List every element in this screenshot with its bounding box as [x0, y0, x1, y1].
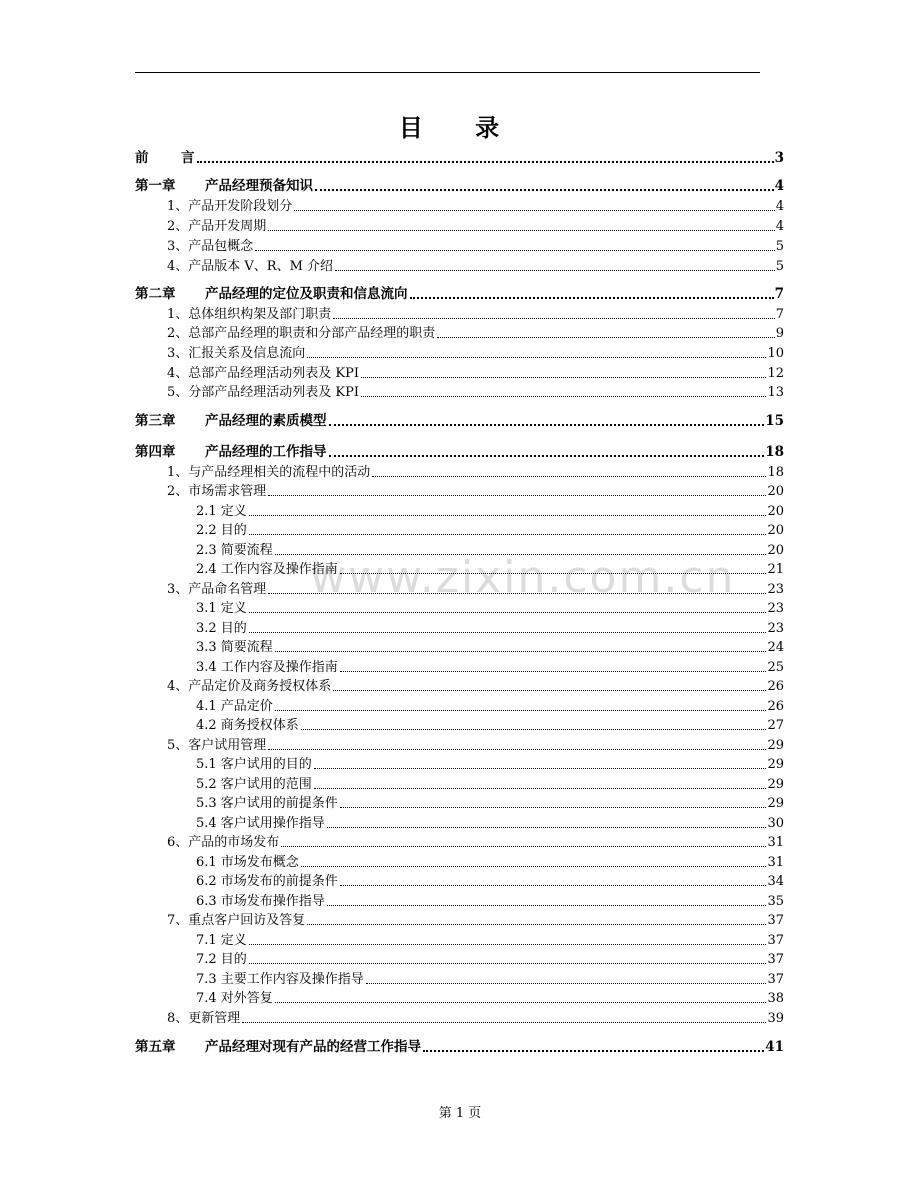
toc-entry-label: 3.3 简要流程 [196, 640, 273, 655]
toc-section-entry[interactable] [135, 616, 784, 636]
toc-chapter-entry[interactable] [135, 146, 784, 166]
toc-dot-leader [255, 250, 774, 251]
toc-entry-label: 6.3 市场发布操作指导 [196, 894, 325, 909]
toc-entry-label: 6.1 市场发布概念 [196, 855, 299, 870]
toc-section-entry[interactable] [135, 254, 784, 274]
toc-chapter-number: 第三章 [135, 413, 176, 429]
toc-dot-leader [249, 515, 767, 516]
toc-section-entry[interactable] [135, 302, 784, 322]
toc-entry-label: 2.2 目的 [196, 523, 247, 538]
toc-entry-label: 2.3 简要流程 [196, 543, 273, 558]
toc-page-number: 4 [775, 219, 784, 234]
toc-section-entry[interactable] [135, 321, 784, 341]
toc-dot-leader [268, 749, 766, 750]
toc-dot-leader [268, 495, 766, 496]
toc-dot-leader [329, 455, 765, 457]
toc-entry-label: 6、产品的市场发布 [167, 835, 280, 850]
toc-entry-label: 7.1 定义 [196, 933, 247, 948]
toc-section-entry[interactable] [135, 577, 784, 597]
toc-chapter-title: 产品经理预备知识 [205, 178, 313, 194]
toc-section-entry[interactable] [135, 557, 784, 577]
toc-page-number: 13 [767, 385, 784, 400]
toc-entry-label [135, 179, 313, 194]
page-title: 目 录 [398, 113, 522, 142]
toc-dot-leader [307, 357, 766, 358]
toc-page-number: 37 [767, 913, 784, 928]
toc-section-entry[interactable] [135, 479, 784, 499]
toc-entry-label: 7、重点客户回访及答复 [167, 913, 306, 928]
toc-entry-label: 1、与产品经理相关的流程中的活动 [167, 465, 371, 480]
toc-entry-label: 4.2 商务授权体系 [196, 718, 299, 733]
toc-dot-leader [410, 297, 774, 299]
toc-chapter-entry[interactable] [135, 409, 784, 429]
toc-section-entry[interactable] [135, 674, 784, 694]
toc-section-entry[interactable] [135, 947, 784, 967]
toc-dot-leader [366, 983, 767, 984]
toc-section-entry[interactable] [135, 655, 784, 675]
toc-page-number: 20 [767, 504, 784, 519]
toc-section-entry[interactable] [135, 928, 784, 948]
toc-entry-label: 4、产品版本 V、R、M 介绍 [167, 259, 334, 274]
toc-section-entry[interactable] [135, 460, 784, 480]
toc-dot-leader [268, 593, 766, 594]
toc-chapter-title: 产品经理的工作指导 [205, 444, 327, 460]
toc-dot-leader [340, 807, 767, 808]
toc-chapter-entry[interactable] [135, 174, 784, 194]
toc-dot-leader [327, 905, 767, 906]
toc-entry-label [135, 445, 327, 460]
toc-page-number: 37 [767, 933, 784, 948]
toc-page-number: 26 [767, 679, 784, 694]
toc-page-number: 41 [765, 1039, 784, 1055]
toc-dot-leader [340, 671, 767, 672]
toc-entry-label [135, 287, 408, 302]
toc-dot-leader [333, 318, 774, 319]
toc-dot-leader [437, 337, 774, 338]
toc-dot-leader [314, 768, 767, 769]
toc-dot-leader [281, 846, 766, 847]
toc-section-entry[interactable] [135, 1006, 784, 1026]
toc-page-number: 5 [775, 259, 784, 274]
toc-section-entry[interactable] [135, 791, 784, 811]
toc-dot-leader [249, 963, 767, 964]
page-footer: 第 1 页 [438, 1106, 482, 1121]
toc-page-number: 34 [767, 874, 784, 889]
toc-entry-label: 5、客户试用管理 [167, 738, 267, 753]
toc-page-number: 4 [774, 178, 784, 194]
toc-entry-label: 4、总部产品经理活动列表及 KPI [167, 366, 359, 381]
toc-page-number: 29 [767, 757, 784, 772]
toc-chapter-number: 前 [135, 150, 149, 166]
toc-entry-label: 7.4 对外答复 [196, 991, 273, 1006]
toc-page-number: 24 [767, 640, 784, 655]
toc-page-number: 29 [767, 777, 784, 792]
toc-page-number: 30 [767, 816, 784, 831]
toc-page-number: 31 [767, 835, 784, 850]
toc-section-entry[interactable] [135, 361, 784, 381]
toc-page-number: 38 [767, 991, 784, 1006]
toc-chapter-title: 产品经理的定位及职责和信息流向 [205, 286, 408, 302]
toc-page-number: 29 [767, 738, 784, 753]
toc-entry-label: 2.1 定义 [196, 504, 247, 519]
toc-section-entry[interactable] [135, 752, 784, 772]
toc-page-number: 37 [767, 952, 784, 967]
toc-dot-leader [301, 729, 767, 730]
toc-dot-leader [268, 230, 774, 231]
toc-page-number: 21 [767, 562, 784, 577]
toc-chapter-number: 第一章 [135, 178, 176, 194]
toc-page-number: 5 [775, 239, 784, 254]
toc-page-number: 20 [767, 543, 784, 558]
toc-dot-leader [423, 1050, 764, 1052]
toc-entry-label: 3.4 工作内容及操作指南 [196, 660, 338, 675]
toc-dot-leader [340, 885, 767, 886]
toc-dot-leader [197, 161, 774, 163]
toc-chapter-number: 第四章 [135, 444, 176, 460]
toc-section-entry[interactable] [135, 889, 784, 909]
toc-entry-label: 3.2 目的 [196, 621, 247, 636]
toc-entry-label: 4.1 产品定价 [196, 699, 273, 714]
toc-entry-label: 1、产品开发阶段划分 [167, 199, 293, 214]
toc-dot-leader [361, 377, 766, 378]
toc-section-entry[interactable] [135, 234, 784, 254]
toc-dot-leader [249, 632, 767, 633]
toc-dot-leader [249, 612, 767, 613]
toc-page-number: 10 [767, 346, 784, 361]
toc-entry-label: 3.1 定义 [196, 601, 247, 616]
toc-dot-leader [372, 476, 766, 477]
watermark: www.zixin.com.cn [310, 552, 736, 603]
toc-page-number: 26 [767, 699, 784, 714]
toc-page-number: 20 [767, 484, 784, 499]
toc-entry-label [135, 1040, 421, 1055]
toc-chapter-entry[interactable] [135, 440, 784, 460]
toc-dot-leader [275, 710, 767, 711]
toc-dot-leader [301, 866, 767, 867]
toc-entry-label: 3、产品包概念 [167, 239, 254, 254]
toc-dot-leader [307, 924, 766, 925]
toc-chapter-number: 第二章 [135, 286, 176, 302]
toc-dot-leader [275, 651, 767, 652]
toc-chapter-entry[interactable] [135, 282, 784, 302]
toc-section-entry[interactable] [135, 214, 784, 234]
toc-page-number: 7 [774, 286, 784, 302]
toc-page-number: 29 [767, 796, 784, 811]
toc-page-number: 39 [767, 1011, 784, 1026]
toc-dot-leader [335, 270, 775, 271]
toc-chapter-title: 产品经理对现有产品的经营工作指导 [205, 1039, 421, 1055]
toc-section-entry[interactable] [135, 869, 784, 889]
toc-page-number: 23 [767, 601, 784, 616]
toc-page-number: 9 [775, 326, 784, 341]
toc-section-entry[interactable] [135, 772, 784, 792]
toc-dot-leader [275, 554, 767, 555]
toc-page-number: 18 [767, 465, 784, 480]
toc-section-entry[interactable] [135, 830, 784, 850]
toc-entry-label: 5.4 客户试用操作指导 [196, 816, 325, 831]
toc-dot-leader [242, 1022, 766, 1023]
toc-page-number: 27 [767, 718, 784, 733]
toc-entry-label: 2、总部产品经理的职责和分部产品经理的职责 [167, 326, 436, 341]
toc-section-entry[interactable] [135, 518, 784, 538]
toc-section-entry[interactable] [135, 733, 784, 753]
toc-dot-leader [329, 424, 765, 426]
toc-entry-label: 2、市场需求管理 [167, 484, 267, 499]
toc-dot-leader [315, 189, 774, 191]
toc-section-entry[interactable] [135, 967, 784, 987]
toc-entry-label: 6.2 市场发布的前提条件 [196, 874, 338, 889]
toc-dot-leader [249, 534, 767, 535]
toc-dot-leader [361, 396, 766, 397]
toc-section-entry[interactable] [135, 596, 784, 616]
toc-page-number: 35 [767, 894, 784, 909]
toc-page-number: 7 [775, 307, 784, 322]
toc-dot-leader [275, 1002, 767, 1003]
toc-page-number: 15 [765, 413, 784, 429]
toc-chapter-number: 第五章 [135, 1039, 176, 1055]
toc-page-number: 23 [767, 621, 784, 636]
toc-page-number: 18 [765, 444, 784, 460]
toc-entry-label: 3、产品命名管理 [167, 582, 267, 597]
toc-page-number: 12 [767, 366, 784, 381]
toc-section-entry[interactable] [135, 380, 784, 400]
toc-page-number: 37 [767, 972, 784, 987]
toc-entry-label: 1、总体组织构架及部门职责 [167, 307, 332, 322]
toc-section-entry[interactable] [135, 811, 784, 831]
table-of-contents [135, 0, 784, 1191]
toc-entry-label: 4、产品定价及商务授权体系 [167, 679, 332, 694]
toc-section-entry[interactable] [135, 499, 784, 519]
toc-entry-label: 5.3 客户试用的前提条件 [196, 796, 338, 811]
toc-chapter-entry[interactable] [135, 1035, 784, 1055]
toc-dot-leader [314, 788, 767, 789]
toc-page-number: 23 [767, 582, 784, 597]
toc-page-number: 20 [767, 523, 784, 538]
toc-entry-label: 5、分部产品经理活动列表及 KPI [167, 385, 359, 400]
toc-entry-label: 7.2 目的 [196, 952, 247, 967]
toc-chapter-title: 产品经理的素质模型 [205, 413, 327, 429]
toc-section-entry[interactable] [135, 713, 784, 733]
toc-section-entry[interactable] [135, 850, 784, 870]
toc-dot-leader [294, 210, 774, 211]
toc-dot-leader [249, 944, 767, 945]
toc-entry-label: 3、汇报关系及信息流向 [167, 346, 306, 361]
toc-dot-leader [340, 573, 767, 574]
toc-section-entry[interactable] [135, 635, 784, 655]
toc-dot-leader [327, 827, 767, 828]
toc-section-entry[interactable] [135, 538, 784, 558]
toc-page-number: 4 [775, 199, 784, 214]
toc-entry-label: 2.4 工作内容及操作指南 [196, 562, 338, 577]
toc-chapter-title: 言 [181, 150, 195, 166]
toc-entry-label [135, 151, 195, 166]
toc-entry-label: 5.1 客户试用的目的 [196, 757, 312, 772]
toc-entry-label: 2、产品开发周期 [167, 219, 267, 234]
toc-page-number: 31 [767, 855, 784, 870]
toc-section-entry[interactable] [135, 986, 784, 1006]
toc-entry-label [135, 414, 327, 429]
toc-page-number: 25 [767, 660, 784, 675]
toc-entry-label: 5.2 客户试用的范围 [196, 777, 312, 792]
toc-section-entry[interactable] [135, 341, 784, 361]
toc-page-number: 3 [774, 150, 784, 166]
toc-section-entry[interactable] [135, 194, 784, 214]
toc-dot-leader [333, 690, 766, 691]
toc-section-entry[interactable] [135, 694, 784, 714]
toc-section-entry[interactable] [135, 908, 784, 928]
toc-entry-label: 7.3 主要工作内容及操作指导 [196, 972, 364, 987]
toc-entry-label: 8、更新管理 [167, 1011, 241, 1026]
